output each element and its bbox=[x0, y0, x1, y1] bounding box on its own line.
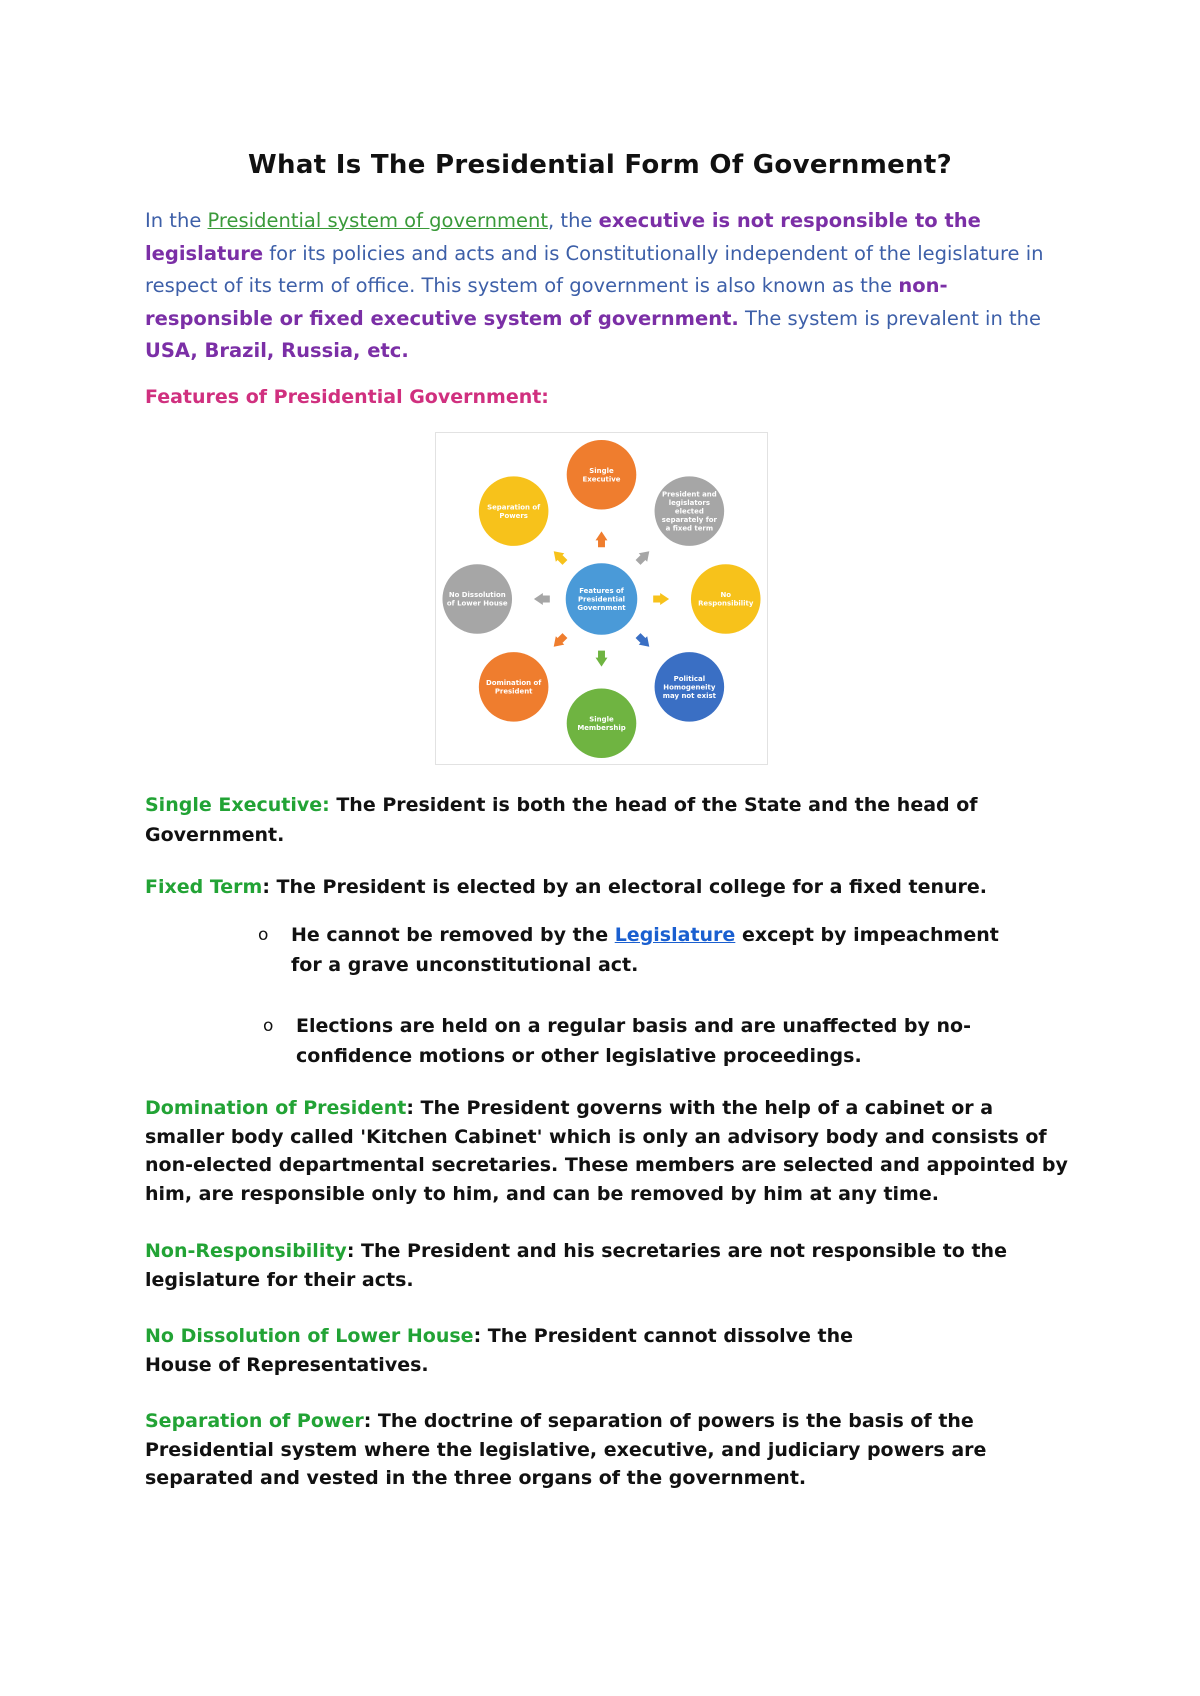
diagram-node-label: No Dissolution bbox=[448, 591, 506, 600]
diagram-arrow bbox=[549, 547, 569, 567]
diagram-node-label: separately for bbox=[661, 516, 717, 525]
diagram-node-label: legislators bbox=[668, 499, 710, 508]
diagram-node-label: Political bbox=[673, 674, 706, 683]
diagram-arrow bbox=[534, 593, 550, 605]
diagram-arrow bbox=[653, 593, 669, 605]
intro-text-1: In the bbox=[145, 209, 208, 232]
diagram-arrow bbox=[634, 547, 654, 567]
no-dissolution-text: : The President cannot dissolve the House of Representatives. bbox=[145, 1325, 854, 1376]
separation-paragraph bbox=[145, 1407, 1090, 1493]
diagram-node-label: a fixed term bbox=[665, 524, 714, 533]
bullet-marker: o bbox=[258, 925, 269, 945]
intro-text-3: for its policies and acts and is Constitutionally independent of the legislature in respect of its term of office. This system of government is also known as the bbox=[145, 241, 1044, 297]
non-responsibility-term: Non-Responsibility bbox=[145, 1240, 347, 1262]
diagram-node-label: No bbox=[720, 591, 732, 600]
diagram-node-label: Membership bbox=[577, 723, 626, 732]
diagram-node-label: Separation of bbox=[487, 503, 541, 512]
no-dissolution-term: No Dissolution of Lower House bbox=[145, 1325, 474, 1347]
diagram-node-label: Presidential bbox=[577, 595, 626, 604]
diagram-node-label: Homogeneity bbox=[663, 683, 716, 692]
fixed-term-text: : The President is elected by an electoral college for a fixed tenure. bbox=[262, 876, 987, 898]
no-dissolution-paragraph bbox=[145, 1322, 925, 1379]
bullet-text: Elections are held on a regular basis and are unaffected by no-confidence motions or other legislative proceedings. bbox=[296, 1015, 971, 1067]
single-executive-text: The President is both the head of the State and the head of Government. bbox=[145, 794, 978, 846]
presidential-system-link[interactable]: Presidential system of government bbox=[207, 209, 549, 232]
separation-term: Separation of Power bbox=[145, 1410, 364, 1432]
features-diagram-image bbox=[435, 432, 768, 765]
diagram-center bbox=[566, 563, 638, 635]
bullet-text-part: He cannot be removed by the bbox=[291, 924, 615, 946]
legislature-link[interactable]: Legislature bbox=[614, 924, 736, 946]
bullet-text-part: except by impeachment for a grave unconstitutional act. bbox=[291, 924, 999, 976]
diagram-node-label: President bbox=[494, 687, 533, 696]
intro-paragraph bbox=[145, 205, 1065, 368]
domination-term: Domination of President bbox=[145, 1097, 407, 1119]
page-title: What Is The Presidential Form Of Government? bbox=[248, 150, 952, 180]
intro-emphasis-3: USA, Brazil, Russia, etc. bbox=[145, 339, 409, 362]
diagram-node-label: Government bbox=[577, 603, 626, 612]
diagram-node-label: Domination of bbox=[485, 679, 542, 688]
intro-text-2: , the bbox=[548, 209, 599, 232]
single-executive-term: Single Executive: bbox=[145, 794, 330, 816]
diagram-arrow bbox=[634, 631, 654, 651]
diagram-node-label: may not exist bbox=[662, 691, 716, 700]
diagram-node-label: Features of bbox=[579, 587, 624, 596]
fixed-term-paragraph bbox=[145, 872, 1075, 902]
diagram-node-label: Single bbox=[589, 467, 614, 476]
diagram-node-label: Executive bbox=[582, 475, 621, 484]
diagram-node-label: President and bbox=[662, 490, 717, 499]
diagram-node-label: Single bbox=[589, 715, 614, 724]
diagram-arrow bbox=[549, 631, 569, 651]
diagram-node-label: elected bbox=[674, 507, 704, 516]
intro-emphasis-2: non-responsible or fixed executive system of government. bbox=[145, 274, 948, 330]
bullet-marker: o bbox=[263, 1016, 274, 1036]
non-responsibility-text: : The President and his secretaries are not responsible to the legislature for their acts. bbox=[145, 1240, 1007, 1291]
intro-text-4: The system is prevalent in the bbox=[738, 306, 1042, 330]
domination-paragraph bbox=[145, 1094, 1075, 1208]
diagram-arrow bbox=[596, 531, 608, 547]
domination-text: : The President governs with the help of a cabinet or a smaller body called 'Kitchen Cabinet' which is only an advisory body and consists of non-elected departmental secretaries. These members are selected and appointed by him, are responsible only to him, and can be removed by him at any time. bbox=[145, 1097, 1068, 1205]
intro-emphasis-1: executive is not responsible to the legislature bbox=[145, 209, 981, 265]
diagram-node-label: Powers bbox=[499, 511, 528, 520]
features-heading: Features of Presidential Government: bbox=[145, 386, 549, 408]
diagram-node-label: of Lower House bbox=[446, 599, 508, 608]
fixed-term-term: Fixed Term bbox=[145, 876, 263, 898]
diagram-node-label: Responsibility bbox=[698, 599, 754, 608]
non-responsibility-paragraph bbox=[145, 1237, 1090, 1294]
diagram-arrow bbox=[596, 651, 608, 667]
features-diagram-svg bbox=[436, 433, 767, 764]
separation-text: : The doctrine of separation of powers is the basis of the Presidential system where the legislative, executive, and judiciary powers are separated and vested in the three organs of the government. bbox=[145, 1410, 987, 1489]
bullet-text bbox=[291, 920, 1018, 980]
single-executive-paragraph bbox=[145, 790, 1075, 850]
